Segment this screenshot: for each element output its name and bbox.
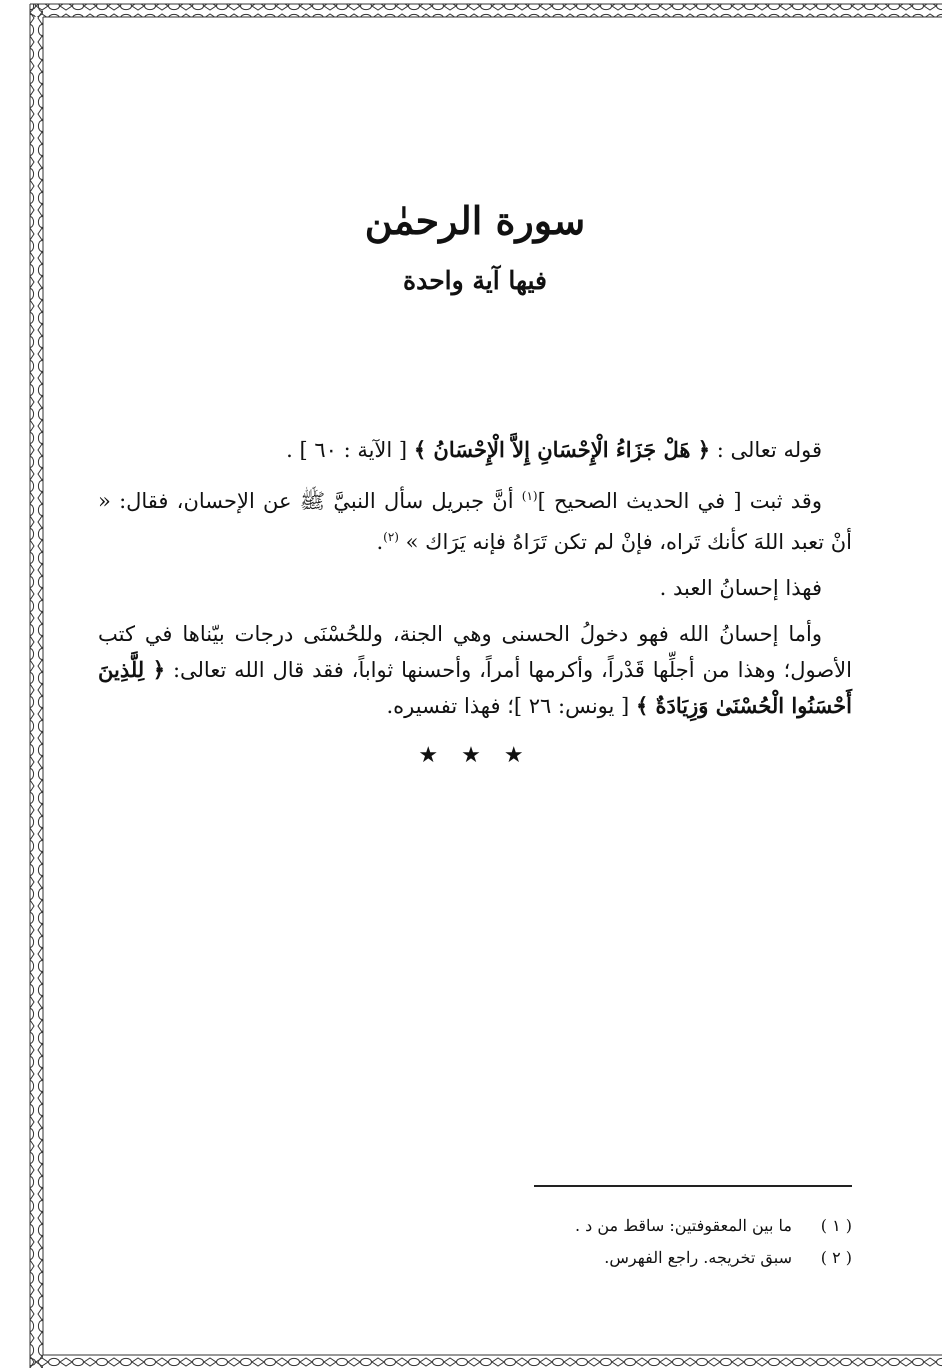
- body-text: [98, 432, 852, 774]
- footnotes: [98, 1210, 852, 1274]
- hadith-part2: أنَّ جبريل سأل النبيَّ ﷺ عن الإحسان، فقال: « أنْ تعبد اللهَ كأنك تَراه، فإنْ لم تكن تَرَاهُ فإنه يَرَاك »: [98, 489, 852, 554]
- footnote-1: [98, 1210, 852, 1242]
- hadith-end: .: [376, 530, 384, 554]
- surah-subtitle: فيها آية واحدة: [402, 266, 548, 295]
- paragraph-ihsan-abd: فهذا إحسانُ العبد .: [659, 576, 822, 600]
- paragraph-verse: [98, 432, 852, 468]
- verse-intro: قوله تعالى :: [716, 438, 822, 462]
- footnote-divider: [534, 1185, 852, 1187]
- quran-verse: ﴿ هَلْ جَزَاءُ الْإِحْسَانِ إِلاَّ الْإِحْسَانُ ﴾: [413, 437, 711, 462]
- footnote-ref-1: (١): [521, 489, 538, 503]
- quran-verse-yunus: ﴿ لِلَّذِينَ أَحْسَنُوا الْحُسْنَىٰ وَزِيَادَةٌ ﴾: [98, 657, 852, 718]
- yunus-reference: [ يونس: ٢٦ ]؛ فهذا تفسيره.: [386, 694, 630, 718]
- footnote-number: ( ٢ ): [820, 1248, 852, 1267]
- footnote-text: ما بين المعقوفتين: ساقط من د .: [574, 1216, 792, 1235]
- footnote-2: [98, 1242, 852, 1274]
- ihsan-allah-text: وأما إحسانُ الله فهو دخولُ الحسنى وهي الجنة، وللحُسْنَى درجات بيّناها في كتب الأصول؛ وهذا من أجلِّها قَدْراً، وأكرمها أمراً، وأحسنها ثواباً، فقد قال الله تعالى:: [98, 622, 852, 682]
- surah-title: سورة الرحمٰن: [364, 198, 586, 243]
- paragraph-hadith: [98, 478, 852, 560]
- verse-reference: [ الآية : ٦٠ ] .: [286, 438, 408, 462]
- page: [98, 0, 852, 1368]
- footnote-ref-2: (٢): [383, 530, 399, 544]
- section-separator-stars: ★ ★ ★: [418, 743, 532, 768]
- hadith-part1: وقد ثبت [ في الحديث الصحيح ]: [537, 489, 822, 513]
- footnote-text: سبق تخريجه. راجع الفهرس.: [604, 1248, 792, 1267]
- paragraph-ihsan-allah: [98, 616, 852, 724]
- footnote-number: ( ١ ): [820, 1216, 852, 1235]
